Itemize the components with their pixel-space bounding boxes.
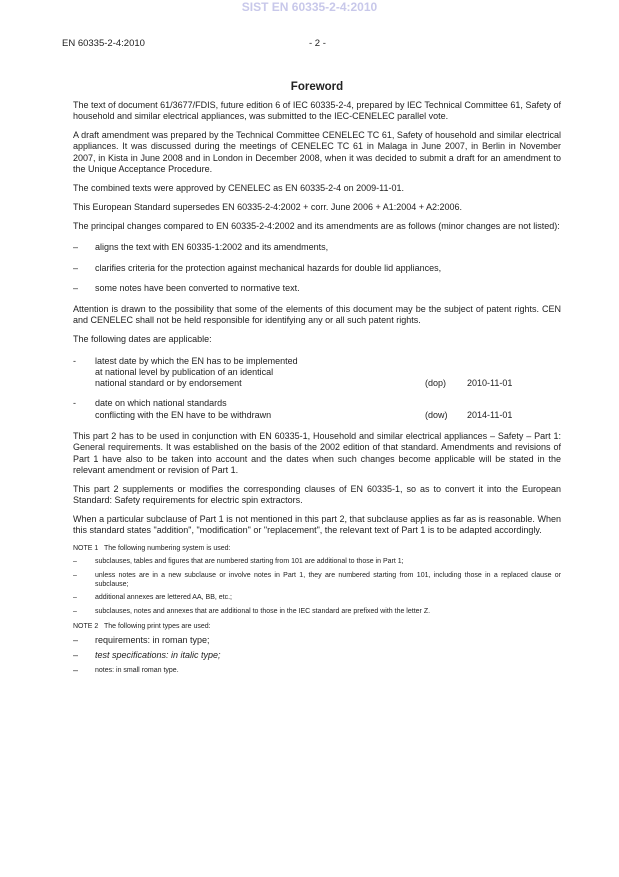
date-value: 2014-11-01 [467,409,513,420]
page-title: Foreword [290,81,344,93]
list-marker: – [73,571,77,579]
paragraph-approval: The combined texts were approved by CENELEC as EN 60335-2-4 on 2009-11-01. [73,182,405,193]
note-1 [73,544,561,616]
page-number: - 2 - [309,38,326,49]
list-item-text: clarifies criteria for the protection against mechanical hazards for double lid appliances, [95,262,442,273]
list-item-text: some notes have been converted to normative text. [95,283,300,294]
date-description-line: national standard or by endorsement [95,378,242,389]
list-item [73,242,561,253]
list-item [73,607,561,616]
list-marker: – [73,649,79,660]
document-id: EN 60335-2-4:2010 [62,38,145,49]
list-item [73,557,561,566]
note-title: NOTE 1 The following numbering system is used: [73,545,231,553]
dates-list [73,356,561,421]
list-item [73,665,561,676]
list-item [73,263,561,274]
list-marker: - [73,398,76,409]
paragraph-principal-changes: The principal changes compared to EN 60335-2-4:2002 and its amendments are as follows (minor changes are not listed): [73,220,560,231]
list-item [73,283,561,294]
paragraph-patent: Attention is drawn to the possibility that some of the elements of this document may be the subject of patent rights. CEN and CENELEC shall not be held responsible for identifying any or all such patent rights. [73,304,561,326]
list-marker: – [73,594,77,602]
note-2 [73,622,561,676]
list-marker: – [73,634,79,645]
list-item-text: test specifications: in italic type; [95,649,221,660]
paragraph-conjunction: This part 2 has to be used in conjunction with EN 60335-1, Household and similar electrical appliances – Safety – Part 1: General requirements. It was established on the basis of the 2002 edition of that standard. Amendments and revisions of Part 1 have also to be taken into account and the dates when such changes become applicable will be stated in the relevant amendment or revision of Part 1. [73,431,561,475]
paragraph-dates-intro: The following dates are applicable: [73,334,212,345]
list-marker: - [73,355,76,366]
date-description-line: date on which national standards [95,398,227,409]
list-item-text: unless notes are in a new subclause or involve notes in Part 1, they are numbered starting from 101, including those in a replaced clause or subclause; [95,571,561,588]
date-description-line: conflicting with the EN have to be withdrawn [95,409,272,420]
list-marker: – [73,607,77,615]
note-title: NOTE 2 The following print types are used: [73,622,211,630]
list-marker: – [73,283,79,294]
list-item-text: additional annexes are lettered AA, BB, etc.; [95,594,232,602]
paragraph-supersedes: This European Standard supersedes EN 60335-2-4:2002 + corr. June 2006 + A1:2004 + A2:2006. [73,201,463,212]
date-code: (dop) [425,378,447,389]
list-item-text: requirements: in roman type; [95,634,210,645]
watermark: SIST EN 60335-2-4:2010 [241,0,378,14]
paragraph-fdis: The text of document 61/3677/FDIS, future edition 6 of IEC 60335-2-4, prepared by IEC Technical Committee 61, Safety of household and similar electrical appliances, was submitted to the IEC-CENELEC parallel vote. [73,100,561,122]
list-marker: – [73,664,79,675]
list-item [73,571,561,589]
changes-list [73,242,561,295]
list-item-text: subclauses, notes and annexes that are additional to those in the IEC standard are prefixed with the letter Z. [95,607,431,615]
date-description-line: latest date by which the EN has to be implemented [95,355,298,366]
date-value: 2010-11-01 [467,378,513,389]
paragraph-subclause: When a particular subclause of Part 1 is not mentioned in this part 2, that subclause applies as far as is reasonable. When this standard states "addition", "modification" or "replacement", the relevant text of Part 1 is to be adapted accordingly. [73,514,561,536]
list-item-text: subclauses, tables and figures that are numbered starting from 101 are additional to those in Part 1; [95,558,404,566]
date-row-dow [73,398,561,421]
date-code: (dow) [425,409,448,420]
list-item-text: aligns the text with EN 60335-1:2002 and its amendments, [95,242,329,253]
list-item-text: notes: in small roman type. [95,666,179,674]
list-marker: – [73,262,79,273]
date-description-line: at national level by publication of an identical [95,366,274,377]
date-row-dop [73,356,561,390]
list-marker: – [73,558,77,566]
paragraph-supplements: This part 2 supplements or modifies the corresponding clauses of EN 60335-1, so as to convert it into the European Standard: Safety requirements for electric spin extractors. [73,483,561,506]
paragraph-draft-amendment: A draft amendment was prepared by the Technical Committee CENELEC TC 61, Safety of household and similar electrical appliances. It was discussed during the meetings of CENELEC TC 61 in Malaga in June 2007, in Berlin in November 2007, in Kista in June 2008 and in London in December 2008, when it was decided to submit a draft for an amendment to the Unique Acceptance Procedure. [73,130,561,175]
list-item [73,650,561,661]
list-item [73,635,561,646]
list-marker: – [73,242,79,253]
page-content [73,80,561,680]
list-item [73,593,561,602]
